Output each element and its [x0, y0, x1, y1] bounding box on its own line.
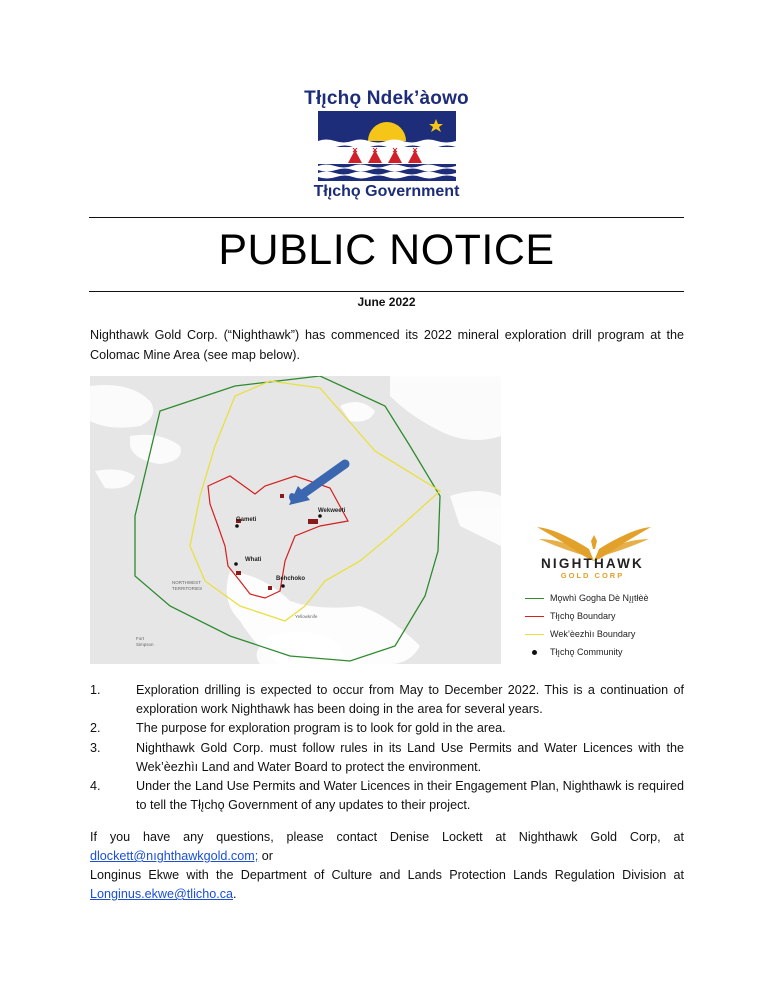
email-link-lekwe[interactable]: Longinus.ekwe@tlicho.ca: [90, 887, 234, 901]
list-text: Exploration drilling is expected to occur from May to December 2022. This is a continuation of exploration work Nighthawk has been doing in the area for several years.: [136, 683, 684, 717]
list-number: 3.: [90, 740, 101, 755]
legend-item: [525, 607, 685, 625]
map-legend: [525, 589, 685, 661]
legend-label: Wek’èezhìı Boundary: [550, 629, 636, 639]
notice-list: [90, 681, 684, 815]
intro-paragraph: Nighthawk Gold Corp. (“Nighthawk”) has commenced its 2022 mineral exploration drill program at the Colomac Mine Area (see map below).: [90, 328, 684, 362]
legend-line-green: [525, 598, 544, 599]
list-text: Under the Land Use Permits and Water Licences in their Engagement Plan, Nighthawk is required to tell the Tłı̨chǫ Government of any updates to their project.: [136, 779, 684, 813]
map-label-wekweeti: Wekweeti: [318, 508, 346, 514]
list-number: 4.: [90, 779, 101, 794]
list-text: Nighthawk Gold Corp. must follow rules in its Land Use Permits and Water Licences with the Wek’èezhìı Land and Water Board to protect the environment.: [136, 740, 684, 774]
contact-line-3: Longinus Ekwe with the Department of Culture and Lands Protection Lands Regulation Division at: [90, 868, 684, 882]
exploration-map: [90, 376, 501, 664]
legend-item: [525, 625, 685, 643]
legend-dot: [532, 650, 537, 655]
tlicho-flag-logo: [318, 111, 456, 181]
legend-label: Tłı̨chǫ Boundary: [550, 611, 616, 621]
divider-top: [89, 217, 684, 218]
nighthawk-subtitle: GOLD CORP: [560, 571, 625, 580]
list-item: [90, 681, 684, 719]
page-title: PUBLIC NOTICE: [218, 226, 555, 274]
government-name-english: Tłı̨chǫ Government: [313, 183, 460, 200]
map-label-nwt-2: TERRITORIES: [172, 586, 203, 591]
map-label-yellowknife: Yellowknife: [295, 614, 318, 619]
map-label-whati: Whati: [245, 557, 262, 563]
list-text: The purpose for exploration program is to look for gold in the area.: [136, 721, 506, 736]
email-link-dlockett[interactable]: dlockett@nıghthawkgold.com;: [90, 849, 259, 863]
contact-paragraph: [90, 828, 684, 904]
nighthawk-name: NIGHTHAWK: [540, 556, 645, 571]
legend-item: [525, 589, 685, 607]
legend-line-red: [525, 616, 544, 617]
map-label-behchoko: Behchoko: [276, 576, 306, 582]
list-item: [90, 719, 684, 738]
list-item: [90, 777, 684, 815]
list-number: 1.: [90, 683, 101, 697]
contact-line-1: If you have any questions, please contact Denise Lockett at Nighthawk Gold Corp, at: [90, 830, 684, 844]
legend-label: Tłı̨chǫ Community: [550, 647, 623, 657]
svg-text:Simpson: Simpson: [136, 642, 154, 647]
list-number: 2.: [90, 721, 101, 736]
divider-bottom: [89, 291, 684, 292]
list-item: [90, 739, 684, 777]
map-label-fort-simpson: Fort: [136, 636, 145, 641]
government-name-dogrib: Tłı̨chǫ Ndek’àowo: [304, 88, 469, 109]
map-label-nwt: NORTHWEST: [172, 580, 201, 585]
legend-label: Mǫwhì Gogha Dè Nı̨ı̨tłèè: [550, 593, 649, 603]
notice-date: June 2022: [357, 295, 416, 309]
legend-item: [525, 643, 685, 661]
contact-line-4: Longinus.ekwe@tlicho.ca.: [90, 887, 237, 901]
map-label-gameti: Gameti: [236, 517, 257, 523]
contact-line-2: dlockett@nıghthawkgold.com; or: [90, 849, 273, 863]
legend-line-yellow: [525, 634, 544, 635]
